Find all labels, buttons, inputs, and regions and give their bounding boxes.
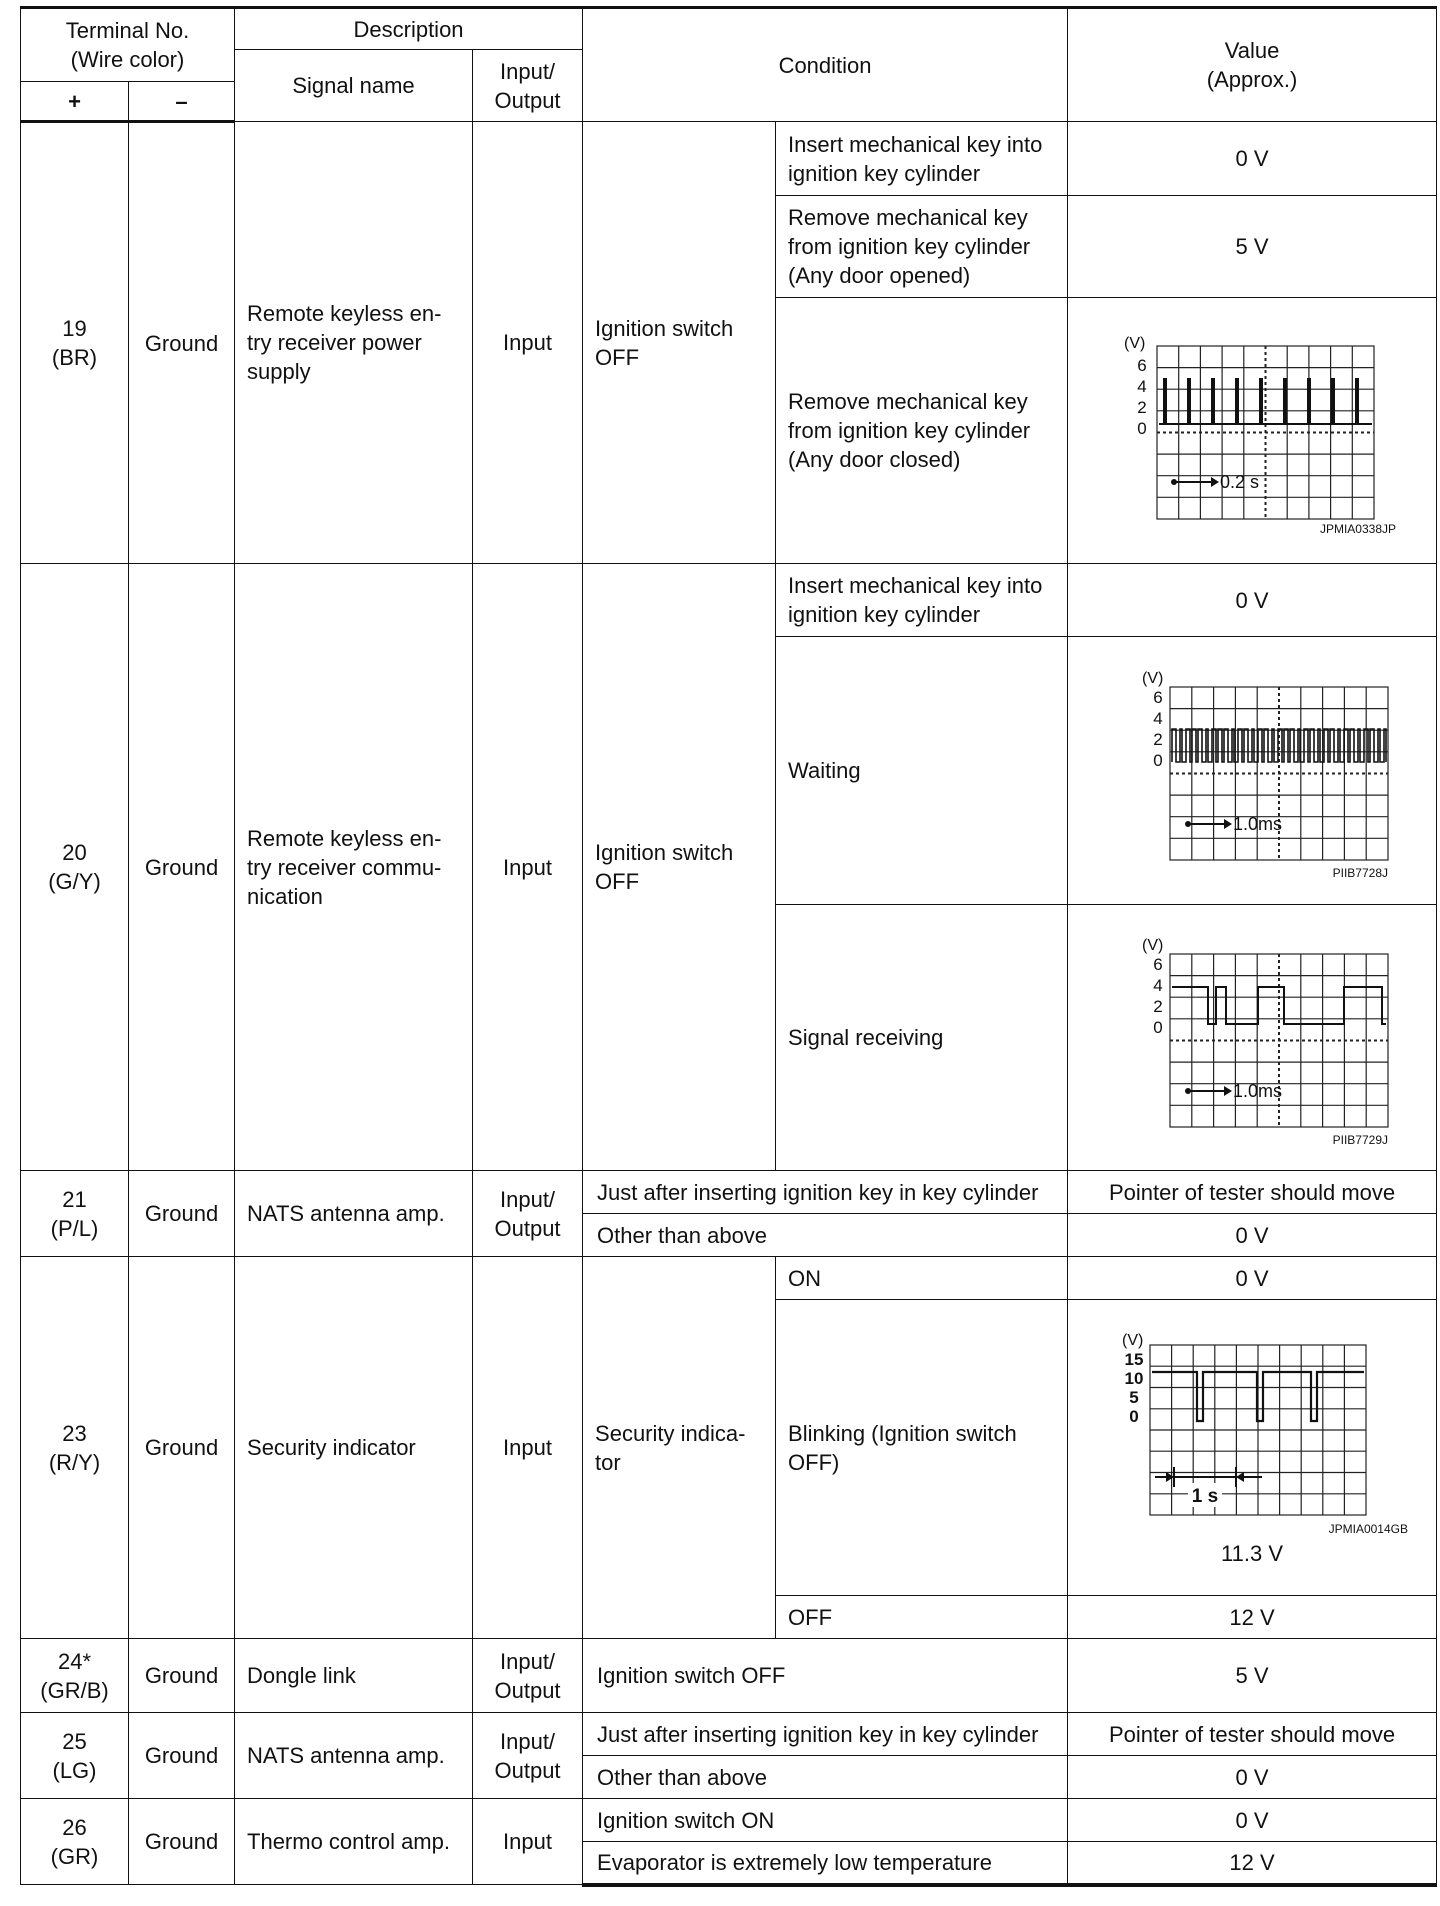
time-scale-label: 1.0ms <box>1233 1080 1283 1101</box>
condition-sub: ON <box>776 1257 1068 1300</box>
header-input-output: Input/ Output <box>473 50 583 122</box>
condition-main: Ignition switch OFF <box>583 122 776 564</box>
condition-sub: Other than above <box>583 1756 1068 1799</box>
condition-sub: Remove mechanical key from ignition key cylinder (Any door closed) <box>776 298 1068 564</box>
condition-main: Ignition switch OFF <box>583 564 776 1171</box>
y-tick-label: 6 <box>1153 687 1163 707</box>
oscilloscope-grid <box>1170 954 1388 1127</box>
io-type: Input <box>473 122 583 564</box>
waveform-figure <box>1072 661 1432 881</box>
condition-sub: Just after inserting ignition key in key cylinder <box>583 1171 1068 1214</box>
y-tick-label: 0 <box>1153 1017 1163 1037</box>
ground-cell: Ground <box>129 1257 235 1639</box>
signal-name: Remote keyless en- try receiver commu- nication <box>235 564 473 1171</box>
time-scale-label: 0.2 s <box>1220 471 1260 492</box>
waveform-trace <box>1152 1372 1364 1421</box>
signal-name: Remote keyless en- try receiver power supply <box>235 122 473 564</box>
condition-sub: Just after inserting ignition key in key cylinder <box>583 1713 1068 1756</box>
terminal-number: 23 (R/Y) <box>21 1257 129 1639</box>
oscilloscope-grid <box>1150 1345 1366 1515</box>
y-tick-label: 4 <box>1137 376 1147 396</box>
y-tick-label: 0 <box>1129 1407 1139 1426</box>
header-condition: Condition <box>583 8 1068 122</box>
condition-sub: Other than above <box>583 1214 1068 1257</box>
value-cell <box>1068 298 1437 564</box>
waveform-trace <box>1172 729 1386 762</box>
value-cell: 0 V <box>1068 564 1437 637</box>
value-cell: Pointer of tester should move <box>1068 1171 1437 1214</box>
waveform-signal-receiving-1ms <box>1112 928 1392 1148</box>
waveform-unit: (V) <box>1122 1332 1144 1349</box>
waveform-unit: (V) <box>1124 334 1146 352</box>
value-cell: 12 V <box>1068 1596 1437 1639</box>
ground-cell: Ground <box>129 122 235 564</box>
value-label: 11.3 V <box>1221 1541 1284 1566</box>
figure-id: PIIB7729J <box>1332 1132 1389 1147</box>
condition-sub: Evaporator is extremely low temperature <box>583 1842 1068 1885</box>
figure-id: PIIB7728J <box>1332 865 1389 880</box>
terminal-number: 25 (LG) <box>21 1713 129 1799</box>
value-cell: Pointer of tester should move <box>1068 1713 1437 1756</box>
table-row-terminal-20 <box>21 564 1437 637</box>
y-tick-label: 0 <box>1137 418 1147 438</box>
y-tick-label: 6 <box>1137 355 1147 375</box>
signal-name: NATS antenna amp. <box>235 1171 473 1257</box>
ground-cell: Ground <box>129 564 235 1171</box>
condition-sub: OFF <box>776 1596 1068 1639</box>
ground-cell: Ground <box>129 1713 235 1799</box>
signal-name: Thermo control amp. <box>235 1799 473 1885</box>
terminal-number: 21 (P/L) <box>21 1171 129 1257</box>
condition-sub: Ignition switch OFF <box>583 1639 1068 1713</box>
value-cell: 0 V <box>1068 1257 1437 1300</box>
condition-sub: Blinking (Ignition switch OFF) <box>776 1300 1068 1596</box>
value-cell <box>1068 905 1437 1171</box>
condition-sub: Remove mechanical key from ignition key cylinder (Any door opened) <box>776 196 1068 298</box>
ground-cell: Ground <box>129 1171 235 1257</box>
condition-sub: Insert mechanical key into ignition key cylinder <box>776 122 1068 196</box>
signal-name: NATS antenna amp. <box>235 1713 473 1799</box>
value-cell: 0 V <box>1068 1799 1437 1842</box>
io-type: Input <box>473 1799 583 1885</box>
io-type: Input <box>473 564 583 1171</box>
waveform-figure <box>1072 1327 1432 1537</box>
value-cell <box>1068 1300 1437 1596</box>
time-scale-label: 1.0ms <box>1233 813 1283 834</box>
terminal-spec-table <box>20 6 1437 1887</box>
table-row-terminal-21 <box>21 1171 1437 1214</box>
value-cell: 0 V <box>1068 122 1437 196</box>
table-row-terminal-23 <box>21 1257 1437 1300</box>
figure-id: JPMIA0338JP <box>1320 521 1397 536</box>
table-row-terminal-24 <box>21 1639 1437 1713</box>
value-cell: 0 V <box>1068 1756 1437 1799</box>
y-tick-label: 2 <box>1153 996 1163 1016</box>
y-tick-label: 10 <box>1124 1369 1144 1388</box>
waveform-unit: (V) <box>1142 669 1164 687</box>
terminal-number: 26 (GR) <box>21 1799 129 1885</box>
y-tick-label: 0 <box>1153 750 1163 770</box>
y-tick-label: 6 <box>1153 954 1163 974</box>
time-scale-label: 1 s <box>1191 1486 1219 1507</box>
condition-sub: Ignition switch ON <box>583 1799 1068 1842</box>
value-cell <box>1068 637 1437 905</box>
io-type: Input/ Output <box>473 1713 583 1799</box>
table-row-terminal-26 <box>21 1799 1437 1842</box>
value-cell: 0 V <box>1068 1214 1437 1257</box>
signal-name: Dongle link <box>235 1639 473 1713</box>
waveform-waiting-1ms <box>1112 661 1392 881</box>
header-terminal-no: Terminal No. (Wire color) <box>21 8 235 82</box>
y-tick-label: 4 <box>1153 975 1163 995</box>
header-minus: – <box>129 82 235 122</box>
oscilloscope-grid <box>1157 346 1374 519</box>
terminal-number: 20 (G/Y) <box>21 564 129 1171</box>
y-tick-label: 4 <box>1153 708 1163 728</box>
condition-main: Security indica- tor <box>583 1257 776 1639</box>
waveform-figure <box>1072 326 1432 536</box>
io-type: Input/ Output <box>473 1639 583 1713</box>
value-cell: 12 V <box>1068 1842 1437 1885</box>
waveform-figure <box>1072 928 1432 1148</box>
condition-sub: Insert mechanical key into ignition key cylinder <box>776 564 1068 637</box>
y-tick-label: 2 <box>1153 729 1163 749</box>
header-plus: + <box>21 82 129 122</box>
ground-cell: Ground <box>129 1639 235 1713</box>
header-description: Description <box>235 8 583 50</box>
waveform-unit: (V) <box>1142 936 1164 954</box>
y-tick-label: 15 <box>1124 1350 1144 1369</box>
oscilloscope-grid <box>1170 687 1388 860</box>
figure-id: JPMIA0014GB <box>1328 1522 1409 1536</box>
terminal-number: 19 (BR) <box>21 122 129 564</box>
header-value: Value (Approx.) <box>1068 8 1437 122</box>
table-row-terminal-19 <box>21 122 1437 196</box>
waveform-pulse-0-2s <box>1102 326 1402 536</box>
condition-sub: Waiting <box>776 637 1068 905</box>
y-tick-label: 2 <box>1137 397 1147 417</box>
table-row-terminal-25 <box>21 1713 1437 1756</box>
io-type: Input <box>473 1257 583 1639</box>
value-cell: 5 V <box>1068 196 1437 298</box>
y-tick-label: 5 <box>1129 1388 1139 1407</box>
io-type: Input/ Output <box>473 1171 583 1257</box>
header-signal-name: Signal name <box>235 50 473 122</box>
value-cell: 5 V <box>1068 1639 1437 1713</box>
ground-cell: Ground <box>129 1799 235 1885</box>
signal-name: Security indicator <box>235 1257 473 1639</box>
terminal-number: 24* (GR/B) <box>21 1639 129 1713</box>
condition-sub: Signal receiving <box>776 905 1068 1171</box>
waveform-blinking-1s <box>1092 1327 1412 1537</box>
